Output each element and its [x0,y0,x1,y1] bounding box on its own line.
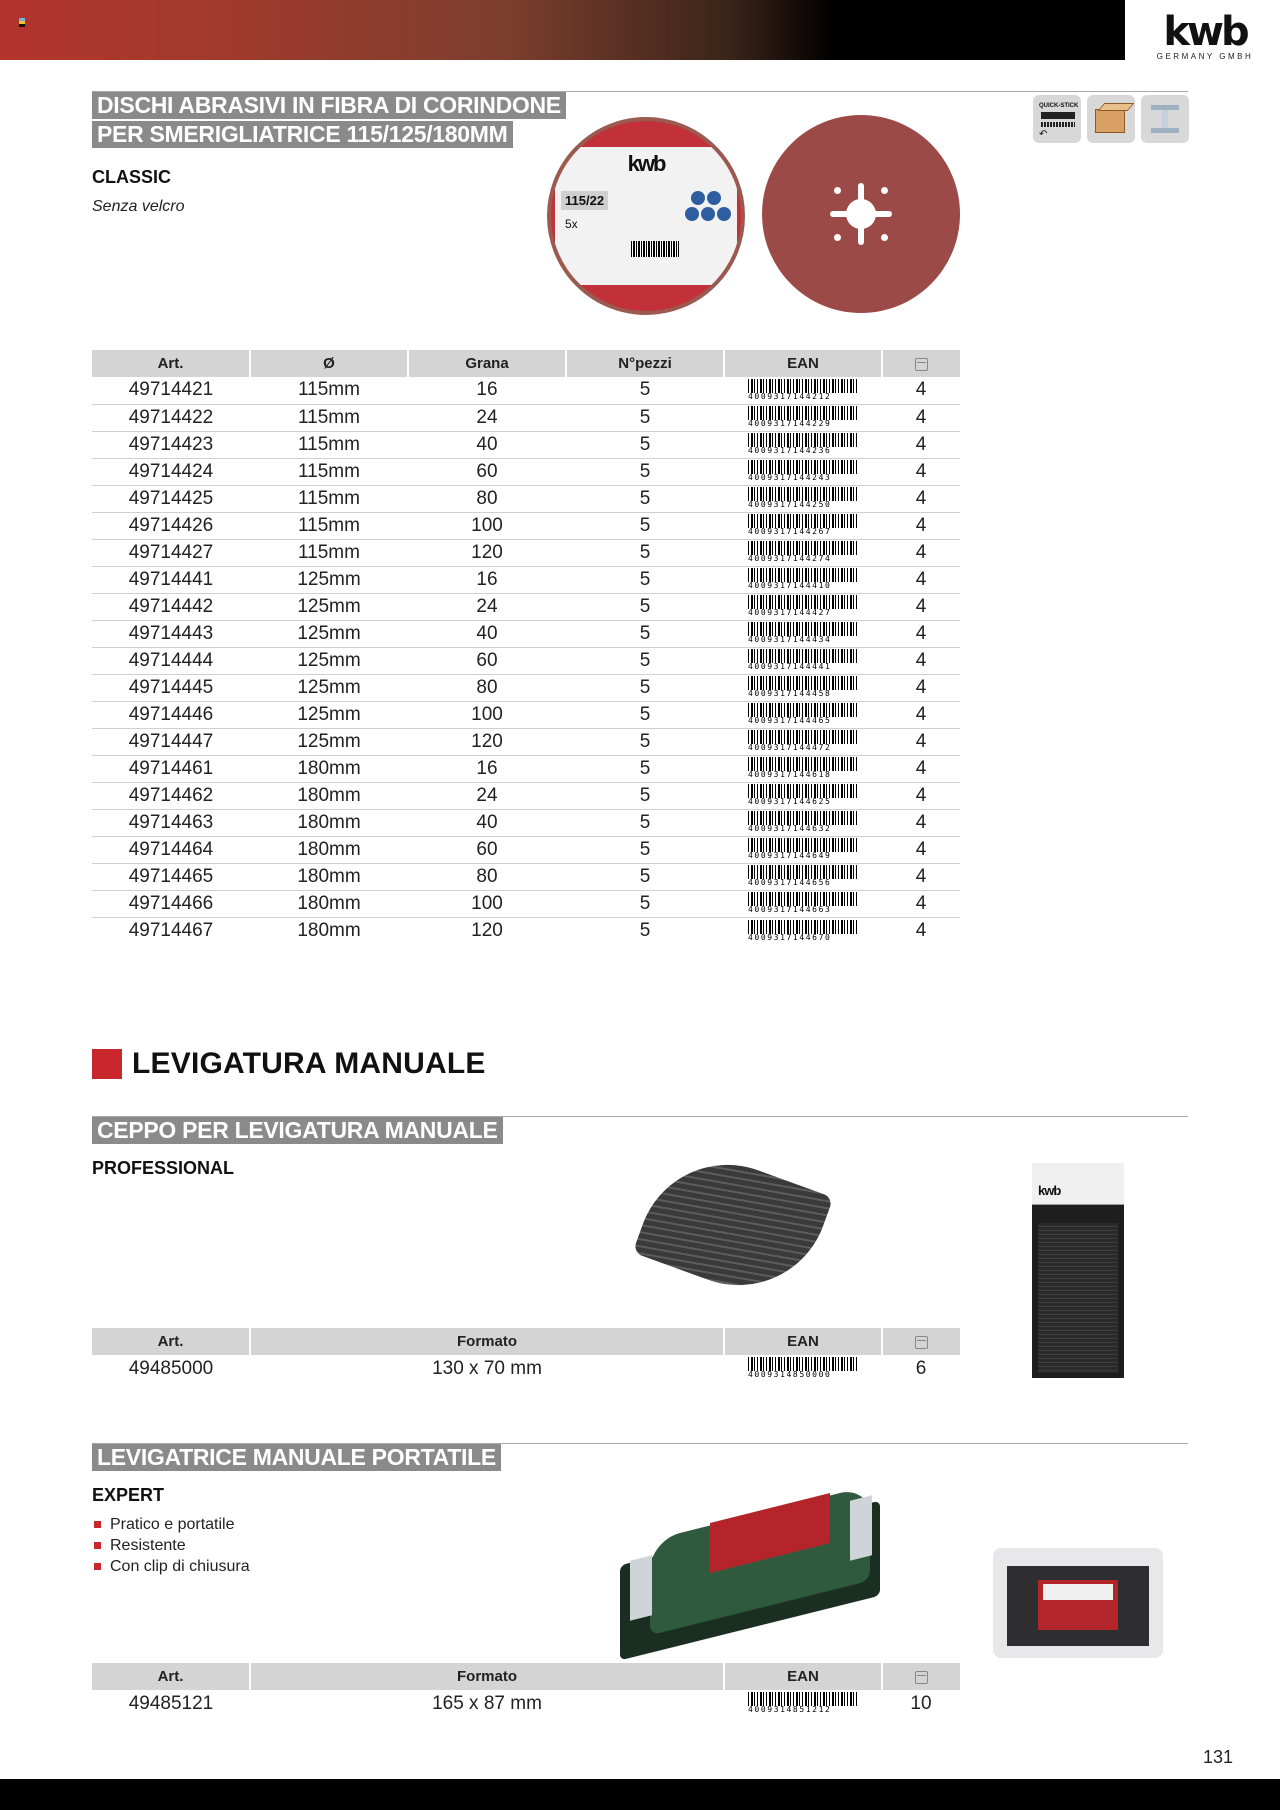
cell-ean [724,836,882,863]
cell-diameter: 115mm [250,431,408,458]
cell-ean [724,431,882,458]
hand-sander-package-image [993,1548,1163,1658]
cell-pieces: 5 [566,404,724,431]
cell-art: 49485000 [128,1357,214,1379]
cell-art: 49714462 [92,782,250,809]
col-ean: EAN [724,350,882,377]
cell-ean [724,917,882,944]
title-line-2: PER SMERIGLIATRICE 115/125/180MM [92,121,513,148]
cell-pieces: 5 [566,890,724,917]
brand-subtitle: GERMANY GMBH [1156,52,1254,61]
barcode-icon: 4009317144458 [748,676,858,698]
table-row [92,809,960,836]
footer-bar [0,1779,1280,1810]
cell-grit: 24 [408,782,566,809]
barcode-icon: 4009317144670 [748,920,858,942]
cell-diameter: 125mm [250,701,408,728]
cell-pack-qty: 6 [915,1357,927,1379]
table-row [92,512,960,539]
table-row [92,431,960,458]
cell-pack-qty: 4 [882,809,960,836]
barcode-icon: 4009317144236 [748,433,858,455]
cell-pack-qty: 4 [882,836,960,863]
cell-ean [724,647,882,674]
table-row [92,620,960,647]
cell-grit: 120 [408,539,566,566]
barcode-icon: 4009317144465 [748,703,858,725]
cell-pieces: 5 [639,919,651,941]
section-title: LEVIGATURA MANUALE [132,1047,486,1080]
barcode-icon: 4009314851212 [748,1692,858,1714]
cell-pieces: 5 [566,620,724,647]
cell-art: 49714447 [92,728,250,755]
col-pack [882,350,960,377]
table-row [92,458,960,485]
cell-grit: 60 [408,836,566,863]
cell-ean [724,566,882,593]
cell-grit: 40 [408,809,566,836]
hand-sander-image [610,1478,900,1643]
cell-art: 49714465 [92,863,250,890]
quick-stick-icon: QUICK-STICK ↶ [1033,95,1081,143]
barcode-icon: 4009317144632 [748,811,858,833]
cell-diameter: 115mm [250,512,408,539]
cell-pack-qty: 4 [882,593,960,620]
cell-grit: 16 [408,755,566,782]
product-table-sander [92,1663,960,1717]
barcode-icon: 4009317144618 [748,757,858,779]
title-line-1: DISCHI ABRASIVI IN FIBRA DI CORINDONE [92,92,566,119]
table-row [92,485,960,512]
table-row [92,890,960,917]
title-line: CEPPO PER LEVIGATURA MANUALE [92,1117,503,1144]
barcode-icon: 4009317144267 [748,514,858,536]
cell-ean [724,593,882,620]
cell-grit: 100 [408,512,566,539]
cell-diameter: 125mm [250,674,408,701]
cell-grit: 40 [408,620,566,647]
cell-ean [724,458,882,485]
col-diameter: Ø [250,350,408,377]
cell-ean [724,377,882,404]
table-header-row [92,1663,960,1690]
cell-grit: 24 [408,593,566,620]
cell-art: 49714461 [92,755,250,782]
cell-pieces: 5 [566,539,724,566]
cell-pack-qty: 4 [882,566,960,593]
cell-pack-qty: 10 [910,1692,932,1714]
cell-diameter: 125mm [250,647,408,674]
sanding-block-package-image [1032,1163,1124,1378]
page-number: 131 [1203,1747,1234,1767]
col-format: Formato [250,1328,724,1355]
product-title [92,1444,501,1473]
cell-ean [724,620,882,647]
cell-pack-qty: 4 [882,701,960,728]
cell-ean [724,809,882,836]
package-size-label: 115/22 [561,191,608,210]
cell-pack-qty: 4 [882,485,960,512]
cell-art: 49714425 [92,485,250,512]
cell-pieces: 5 [566,836,724,863]
cell-diameter: 115mm [250,539,408,566]
barcode-icon: 4009317144212 [748,379,858,401]
table-row [92,863,960,890]
cell-pieces: 5 [566,701,724,728]
cell-pack-qty: 4 [882,512,960,539]
cell-ean [724,782,882,809]
cell-art: 49714463 [92,809,250,836]
cell-grit: 16 [408,377,566,404]
cell-format: 165 x 87 mm [432,1692,542,1714]
cell-grit: 60 [408,647,566,674]
cell-ean [724,701,882,728]
cell-art: 49714442 [92,593,250,620]
cell-diameter: 115mm [250,404,408,431]
table-row [92,755,960,782]
product-title [92,92,566,150]
package-brand: kwb [627,151,665,176]
cell-pieces: 5 [566,863,724,890]
cell-ean [724,863,882,890]
barcode-icon: 4009317144472 [748,730,858,752]
table-row [92,539,960,566]
cell-pack-qty: 4 [915,919,927,941]
table-row [92,1355,960,1382]
feature-item: Pratico e portatile [92,1514,250,1535]
feature-icons [1033,95,1189,143]
barcode-icon: 4009317144427 [748,595,858,617]
cell-grit: 100 [408,701,566,728]
table-row [92,566,960,593]
package-qty: 5x [565,217,578,231]
cell-pack-qty: 4 [882,539,960,566]
cell-pieces: 5 [566,512,724,539]
product-line: PROFESSIONAL [92,1158,235,1178]
cell-ean [724,539,882,566]
feature-list [92,1514,250,1577]
section-marker-icon [92,1049,122,1079]
cell-diameter: 125mm [250,620,408,647]
cell-ean [724,728,882,755]
cell-art: 49714467 [128,919,214,941]
cell-grit: 24 [408,404,566,431]
box-icon [915,1671,928,1684]
flag-icon [19,18,25,28]
cell-diameter: 180mm [250,755,408,782]
col-pack [882,1663,960,1690]
cell-art: 49485121 [128,1692,214,1714]
cell-diameter: 115mm [250,377,408,404]
cell-pack-qty: 4 [882,647,960,674]
cell-art: 49714427 [92,539,250,566]
table-row [92,1690,960,1717]
cell-art: 49714464 [92,836,250,863]
cell-pieces: 5 [566,566,724,593]
cell-pieces: 5 [566,647,724,674]
title-line: LEVIGATRICE MANUALE PORTATILE [92,1444,501,1471]
cell-pieces: 5 [566,755,724,782]
cell-pack-qty: 4 [882,404,960,431]
cell-grit: 80 [408,863,566,890]
barcode-icon: 4009317144663 [748,892,858,914]
cell-pack-qty: 4 [882,890,960,917]
box-icon [915,358,928,371]
feature-item: Resistente [92,1535,250,1556]
barcode-icon: 4009317144410 [748,568,858,590]
cell-ean [724,890,882,917]
cell-diameter: 125mm [250,566,408,593]
table-row [92,836,960,863]
table-row [92,404,960,431]
cell-pack-qty: 4 [882,728,960,755]
cell-art: 49714446 [92,701,250,728]
cell-art: 49714426 [92,512,250,539]
cell-grit: 100 [408,890,566,917]
cell-art: 49714444 [92,647,250,674]
table-row [92,782,960,809]
barcode-icon: 4009317144434 [748,622,858,644]
cell-diameter: 115mm [250,485,408,512]
col-art: Art. [92,1663,250,1690]
cell-ean [724,674,882,701]
brand-logo [1140,9,1270,62]
metal-beam-icon [1141,95,1189,143]
col-format: Formato [250,1663,724,1690]
cell-pack-qty: 4 [882,458,960,485]
barcode-icon: 4009317144243 [748,460,858,482]
cell-pieces: 5 [566,431,724,458]
cell-art: 49714466 [92,890,250,917]
section-heading [92,1047,486,1081]
barcode-icon: 4009317144649 [748,838,858,860]
product-line: CLASSIC [92,167,172,187]
barcode-icon: 4009317144274 [748,541,858,563]
cell-art: 49714422 [92,404,250,431]
table-row [92,647,960,674]
cell-grit: 120 [408,728,566,755]
table-header-row [92,350,960,377]
cell-grit: 120 [471,919,503,941]
cell-pieces: 5 [566,485,724,512]
barcode-icon: 4009317144229 [748,406,858,428]
cell-diameter: 180mm [297,919,361,941]
table-header-row [92,1328,960,1355]
col-pieces: N°pezzi [566,350,724,377]
col-pack [882,1328,960,1355]
cell-art: 49714424 [92,458,250,485]
wood-icon [1087,95,1135,143]
col-grit: Grana [408,350,566,377]
package-brand: kwb [1038,1183,1061,1198]
cell-pieces: 5 [566,377,724,404]
cell-diameter: 180mm [250,809,408,836]
cell-diameter: 180mm [250,890,408,917]
table-row [92,917,960,944]
col-ean: EAN [724,1328,882,1355]
barcode-icon: 4009314850000 [748,1357,858,1379]
product-table-discs [92,350,960,944]
sanding-block-image [648,1137,828,1317]
cell-pack-qty: 4 [882,863,960,890]
box-icon [915,1336,928,1349]
barcode-icon: 4009317144441 [748,649,858,671]
cell-pack-qty: 4 [882,674,960,701]
cell-pieces: 5 [566,809,724,836]
table-row [92,674,960,701]
cell-pack-qty: 4 [882,377,960,404]
cell-art: 49714421 [92,377,250,404]
cell-ean [724,404,882,431]
brand-name: kwb [1163,9,1247,55]
col-art: Art. [92,350,250,377]
cell-pieces: 5 [566,458,724,485]
cell-ean [724,1690,882,1717]
cell-grit: 80 [408,674,566,701]
cell-grit: 80 [408,485,566,512]
cell-diameter: 180mm [250,836,408,863]
cell-art: 49714443 [92,620,250,647]
disc-package-image [547,117,745,315]
cell-ean [724,1355,882,1382]
header-banner [0,0,1125,60]
cell-art: 49714445 [92,674,250,701]
barcode-icon: 4009317144250 [748,487,858,509]
cell-diameter: 180mm [250,863,408,890]
cell-pieces: 5 [566,593,724,620]
cell-pack-qty: 4 [882,431,960,458]
cell-ean [724,512,882,539]
col-ean: EAN [724,1663,882,1690]
cell-art: 49714441 [92,566,250,593]
table-row [92,377,960,404]
cell-diameter: 125mm [250,593,408,620]
cell-ean [724,485,882,512]
cell-grit: 60 [408,458,566,485]
abrasive-disc-image [762,115,960,313]
cell-art: 49714423 [92,431,250,458]
table-row [92,728,960,755]
cell-pack-qty: 4 [882,782,960,809]
cell-pack-qty: 4 [882,620,960,647]
barcode-icon: 4009317144625 [748,784,858,806]
barcode-icon: 4009317144656 [748,865,858,887]
col-art: Art. [92,1328,250,1355]
cell-format: 130 x 70 mm [432,1357,542,1379]
product-title [92,1117,503,1146]
cell-pack-qty: 4 [882,755,960,782]
product-line: EXPERT [92,1485,165,1505]
cell-diameter: 115mm [250,458,408,485]
feature-item: Con clip di chiusura [92,1556,250,1577]
product-note: Senza velcro [92,198,185,215]
cell-ean [724,755,882,782]
cell-grit: 16 [408,566,566,593]
cell-pieces: 5 [566,674,724,701]
product-table-block [92,1328,960,1382]
cell-pieces: 5 [566,782,724,809]
table-row [92,593,960,620]
cell-grit: 40 [408,431,566,458]
cell-diameter: 180mm [250,782,408,809]
cell-pieces: 5 [566,728,724,755]
table-row [92,701,960,728]
cell-diameter: 125mm [250,728,408,755]
